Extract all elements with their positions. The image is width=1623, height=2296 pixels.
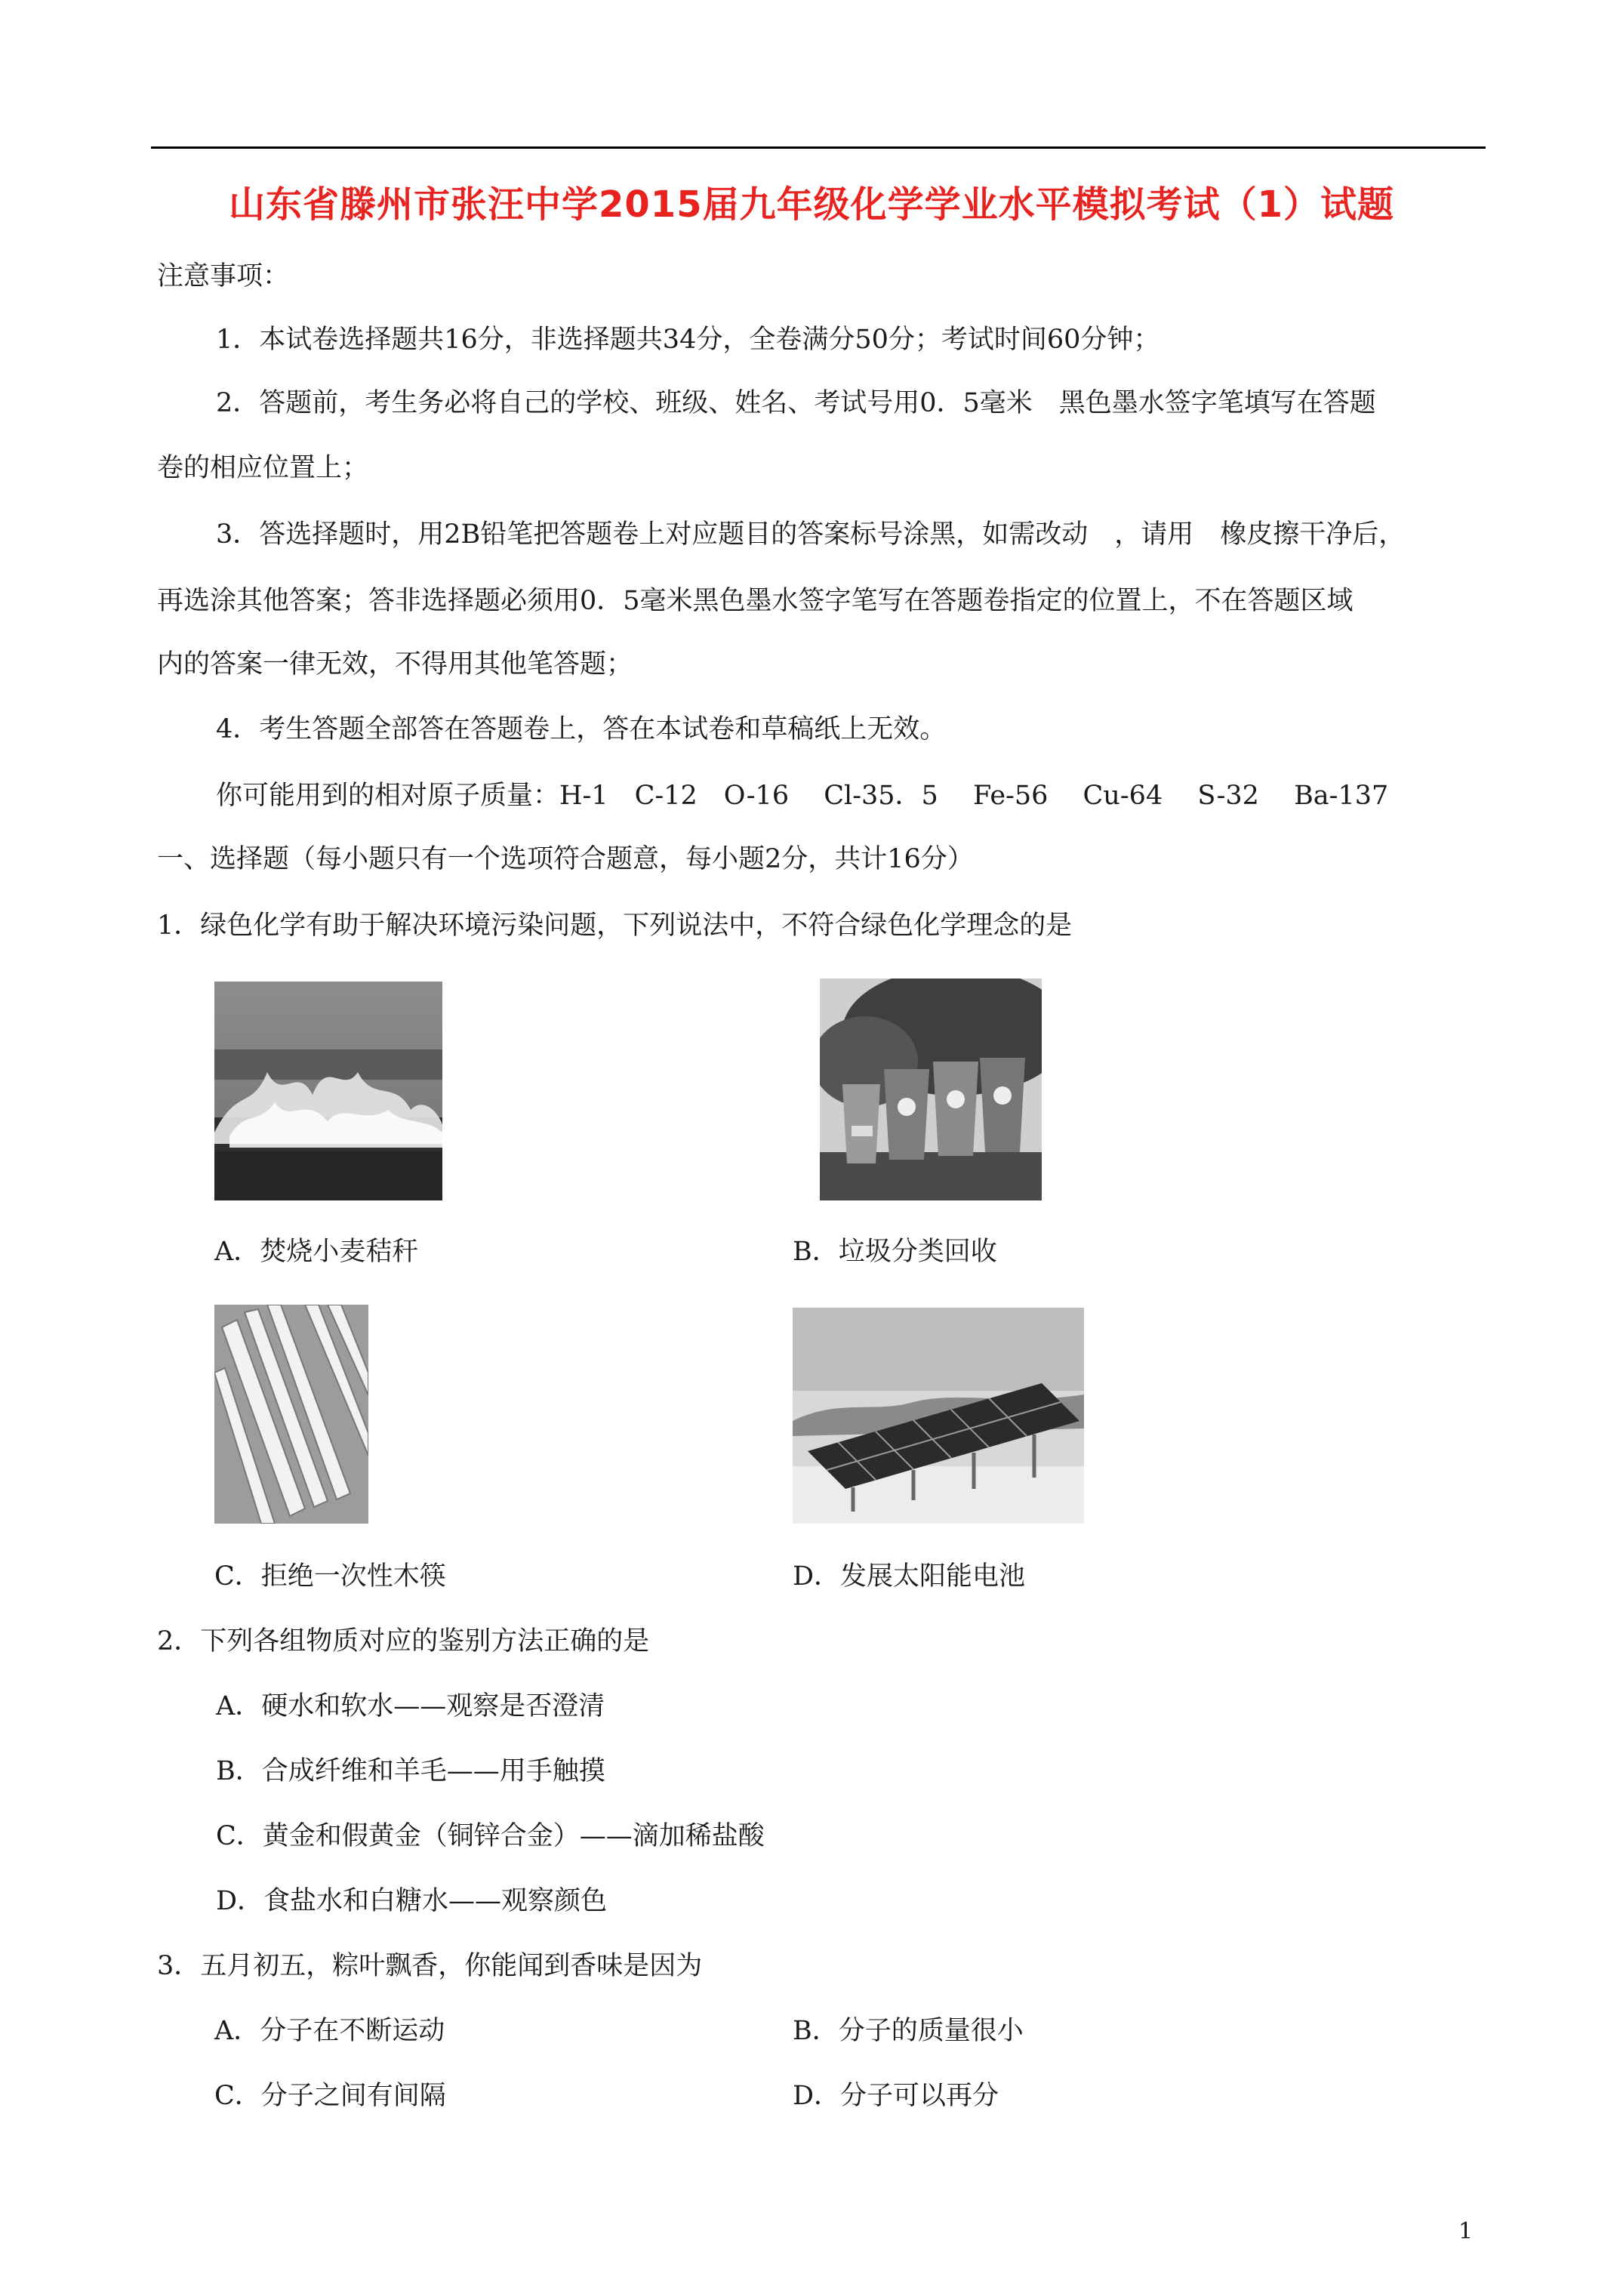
page-title: 山东省滕州市张汪中学2015届九年级化学学业水平模拟考试（1）试题 (229, 183, 1394, 226)
solar-panels-image (793, 1308, 1084, 1524)
question-3-option-d: D．分子可以再分 (793, 2081, 999, 2111)
notice-item-2-line-2: 卷的相应位置上； (157, 453, 369, 483)
burning-straw-image (214, 982, 442, 1200)
notice-item-2-line-1: 2．答题前，考生务必将自己的学校、班级、姓名、考试号用0．5毫米 黑色墨水签字笔填写在答题 (216, 388, 1376, 418)
question-2-option-b: B．合成纤维和羊毛——用手触摸 (216, 1756, 605, 1786)
notice-item-3-line-1: 3．答选择题时，用2B铅笔把答题卷上对应题目的答案标号涂黑，如需改动 ，请用 橡皮擦干净后， (216, 519, 1406, 550)
question-1-option-b: B．垃圾分类回收 (793, 1237, 997, 1267)
notice-item-3-line-3: 内的答案一律无效，不得用其他笔答题； (157, 649, 633, 680)
garbage-bins-image (820, 978, 1042, 1200)
question-1-option-a: A．焚烧小麦秸秆 (214, 1237, 419, 1267)
page-number: 1 (1458, 2218, 1474, 2245)
question-1-stem: 1．绿色化学有助于解决环境污染问题，下列说法中，不符合绿色化学理念的是 (157, 911, 1073, 941)
question-3-stem: 3．五月初五，粽叶飘香，你能闻到香味是因为 (157, 1951, 703, 1981)
notice-item-3-line-2: 再选涂其他答案；答非选择题必须用0．5毫米黑色墨水签字笔写在答题卷指定的位置上，不在答题区域 (157, 586, 1354, 616)
question-2-option-a: A．硬水和软水——观察是否澄清 (216, 1691, 605, 1721)
atomic-masses: 你可能用到的相对原子质量：H-1 C-12 O-16 Cl-35．5 Fe-56 Cu-64 S-32 Ba-137 (216, 781, 1389, 811)
question-3-option-b: B．分子的质量很小 (793, 2016, 1024, 2046)
question-1-option-d: D．发展太阳能电池 (793, 1561, 1026, 1592)
question-1-option-c: C．拒绝一次性木筷 (214, 1561, 446, 1592)
question-2-option-c: C．黄金和假黄金（铜锌合金）——滴加稀盐酸 (216, 1821, 765, 1851)
header-rule (151, 146, 1486, 149)
chopsticks-image (214, 1305, 368, 1524)
notice-heading: 注意事项： (157, 261, 290, 291)
question-3-option-c: C．分子之间有间隔 (214, 2081, 446, 2111)
question-2-option-d: D．食盐水和白糖水——观察颜色 (216, 1886, 608, 1916)
notice-item-4: 4．考生答题全部答在答题卷上，答在本试卷和草稿纸上无效。 (216, 714, 947, 744)
section-1-heading: 一、选择题（每小题只有一个选项符合题意，每小题2分，共计16分） (157, 844, 974, 874)
question-2-stem: 2．下列各组物质对应的鉴别方法正确的是 (157, 1626, 650, 1657)
notice-item-1: 1．本试卷选择题共16分，非选择题共34分，全卷满分50分；考试时间60分钟； (216, 325, 1160, 355)
question-3-option-a: A．分子在不断运动 (214, 2016, 445, 2046)
